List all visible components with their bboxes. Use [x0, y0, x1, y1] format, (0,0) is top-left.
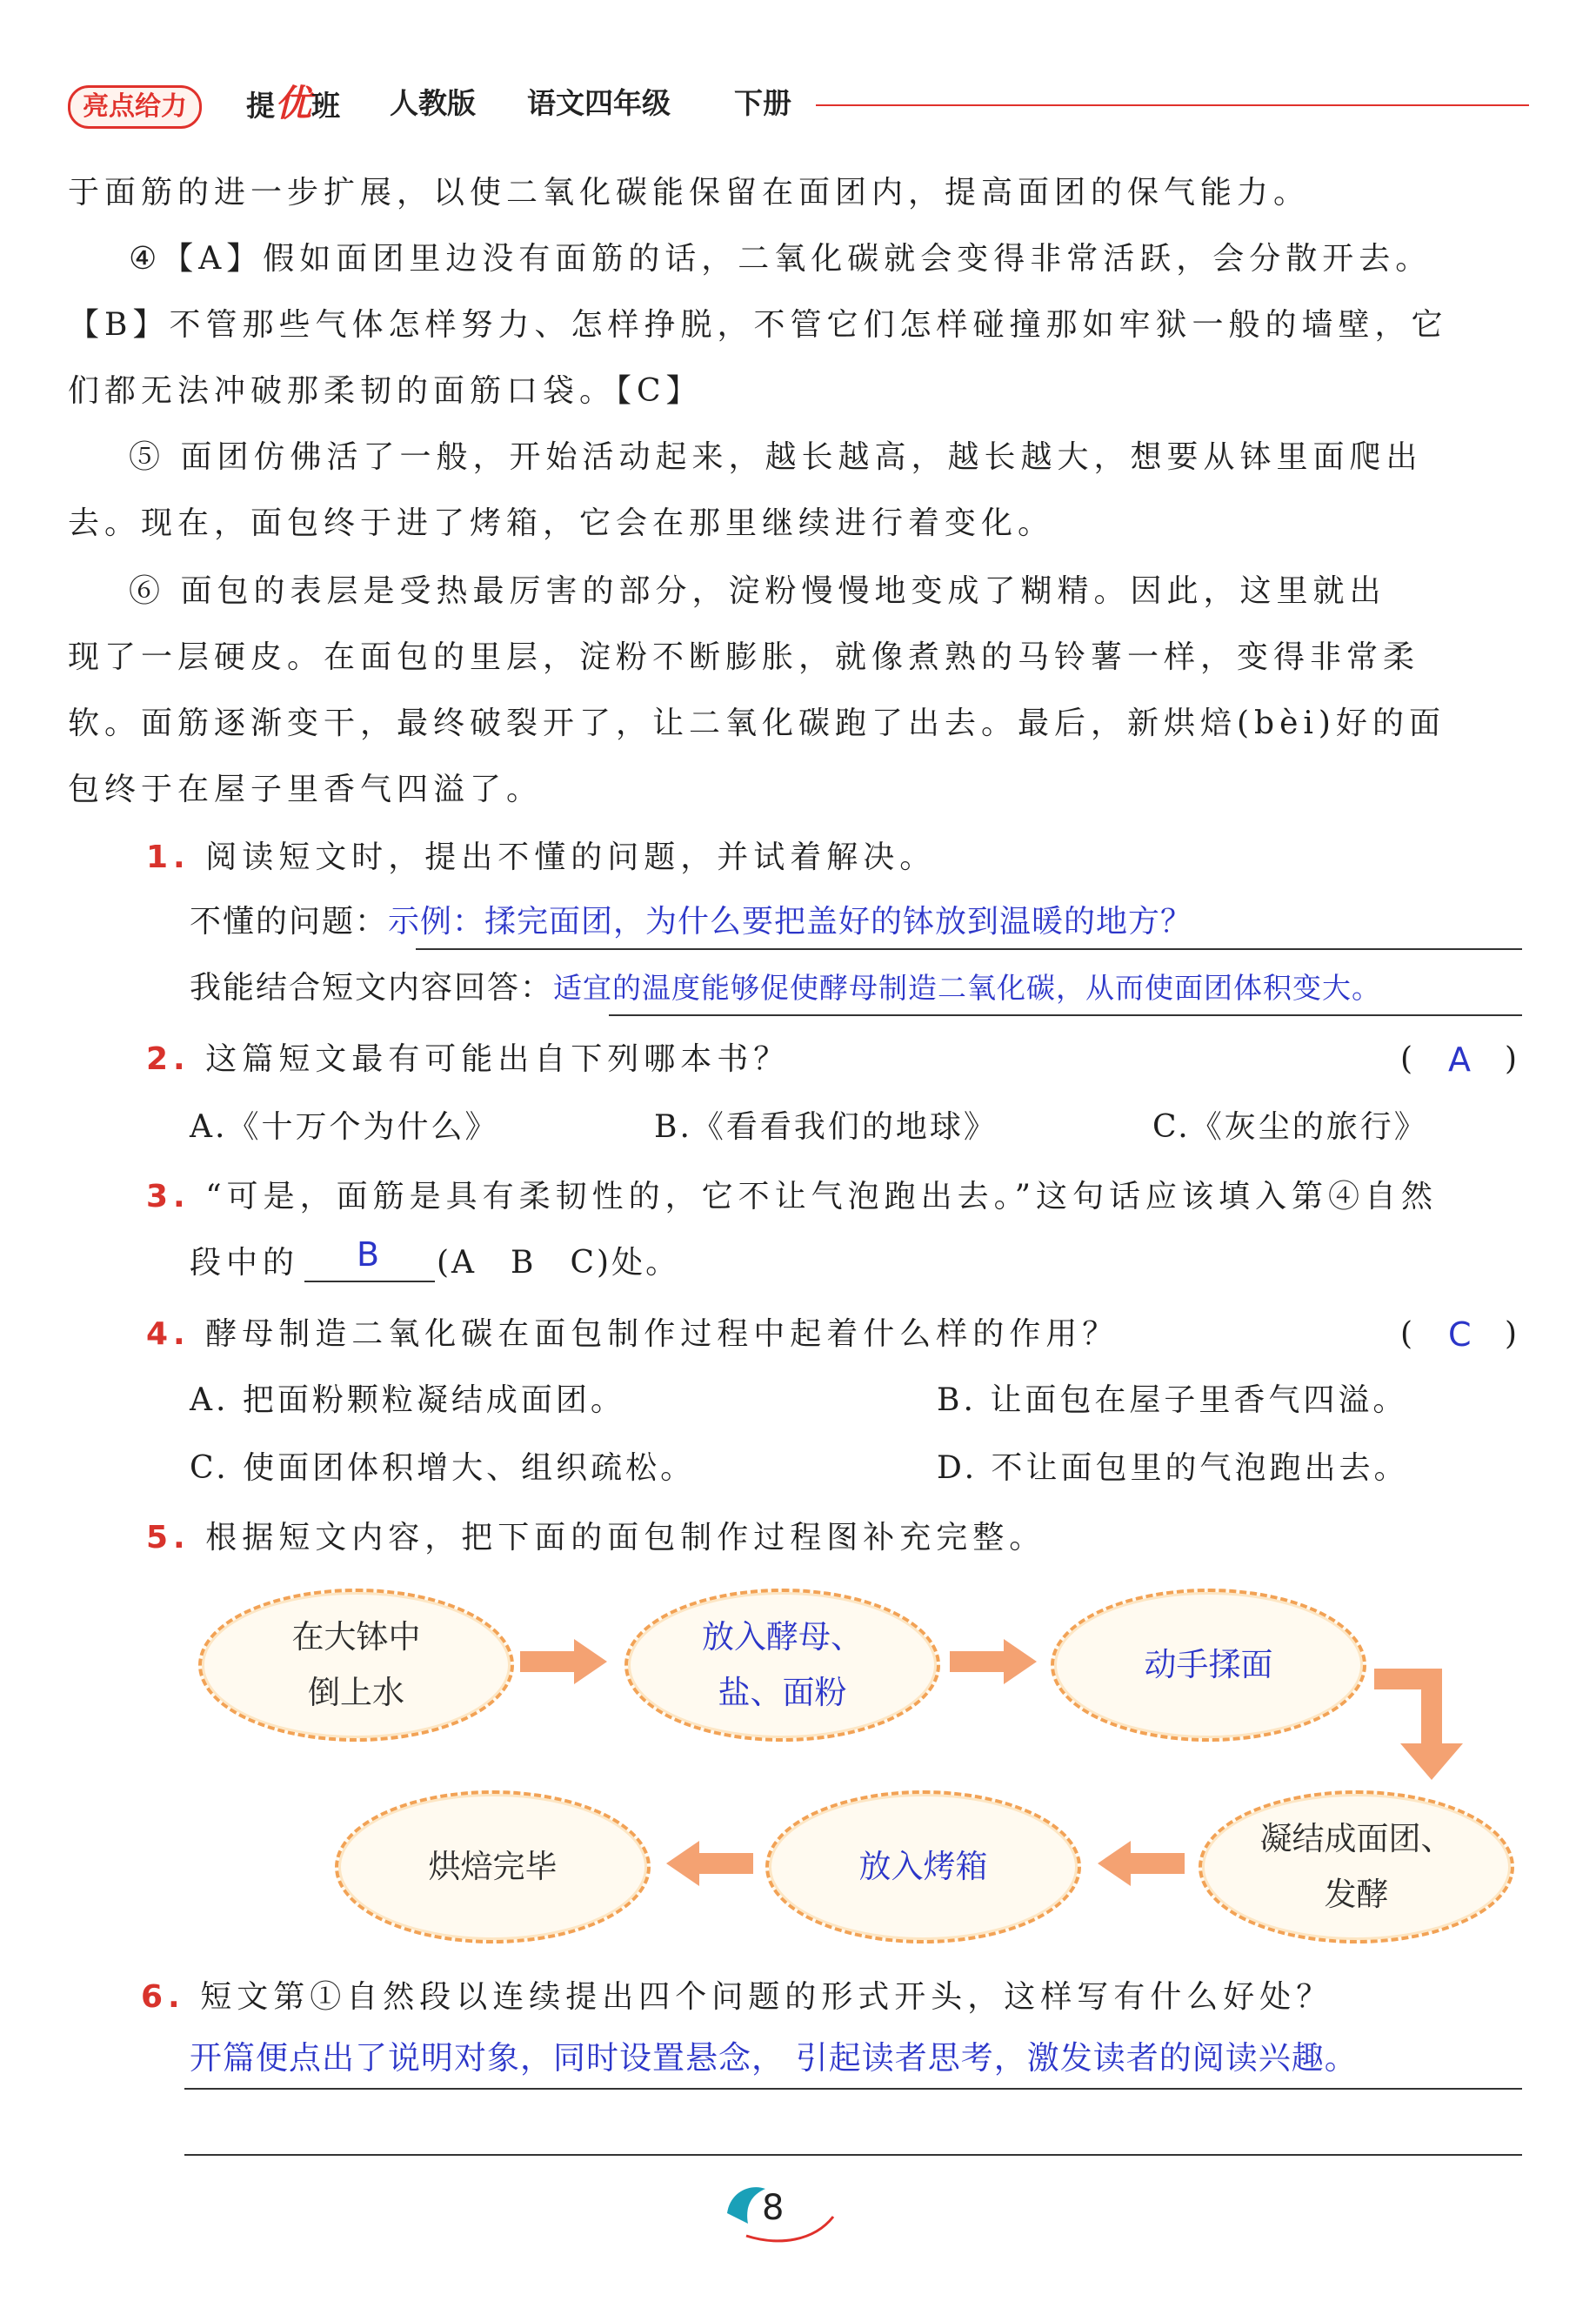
question-4 [146, 1314, 1119, 1355]
arrow-left-icon [1094, 1839, 1185, 1888]
q1-question-answer[interactable]: 示例：揉完面团，为什么要把盖好的钵放到温暖的地方？ [388, 904, 1193, 940]
flow-step-2[interactable] [624, 1589, 940, 1742]
header-rule [816, 104, 1529, 106]
arrow-turn-down-icon [1374, 1669, 1470, 1782]
q1-answer-row [190, 967, 1381, 1009]
question-number: 3. [146, 1179, 190, 1214]
flow-step-5[interactable] [765, 1790, 1081, 1943]
q4-option-b: B. 让面包在屋子里香气四溢。 [937, 1382, 1408, 1418]
q1-answer-text[interactable]: 适宜的温度能够促使酵母制造二氧化碳，从而使面团体积变大。 [553, 971, 1382, 1005]
question-number: 5. [146, 1520, 190, 1555]
q2-option-c: C.《灰尘的旅行》 [1152, 1109, 1428, 1145]
step-line: 放入酵母、 [702, 1618, 863, 1656]
passage-line: 【B】不管那些气体怎样努力、怎样挣脱，不管它们怎样碰撞那如牢狱一般的墙壁，它 [68, 307, 1448, 343]
question-text: “可是，面筋是具有柔韧性的，它不让气泡跑出去。”这句话应该填入第④自然 [205, 1179, 1438, 1214]
question-1 [146, 837, 936, 879]
arrow-left-icon [663, 1839, 753, 1888]
q4-option-c: C. 使面团体积增大、组织疏松。 [190, 1450, 696, 1486]
subject-label: 语文四年级 [527, 86, 671, 120]
answer-underline [184, 2154, 1522, 2156]
step-line: 倒上水 [308, 1674, 404, 1711]
passage-line: ⑥ 面包的表层是受热最厉害的部分，淀粉慢慢地变成了糊精。因此，这里就出 [129, 573, 1386, 609]
arrow-right-icon [950, 1637, 1040, 1686]
q6-answer[interactable]: 开篇便点出了说明对象，同时设置悬念， 引起读者思考，激发读者的阅读兴趣。 [190, 2039, 1358, 2077]
question-text: 短文第①自然段以连续提出四个问题的形式开头，这样写有什么好处？ [200, 1979, 1333, 2015]
answer-underline [184, 2088, 1522, 2090]
question-5 [146, 1517, 1045, 1559]
edition-label: 人教版 [390, 86, 476, 120]
q4-option-d: D. 不让面包里的气泡跑出去。 [937, 1450, 1409, 1486]
q1-question-row [190, 901, 1192, 943]
series-highlight: 优 [275, 82, 312, 124]
step-line: 放入烤箱 [858, 1848, 988, 1885]
q3-line2-b: (A B C)处。 [437, 1245, 680, 1281]
step-line: 在大钵中 [291, 1618, 421, 1656]
q3-answer[interactable]: B [357, 1235, 381, 1274]
flow-step-1 [198, 1589, 514, 1742]
question-6 [141, 1977, 1332, 2018]
q4-answer[interactable]: C [1448, 1315, 1472, 1354]
flow-step-6 [335, 1790, 651, 1943]
page-number: 8 [762, 2188, 785, 2228]
question-3 [146, 1176, 1438, 1218]
q3-line2-a: 段中的 [190, 1245, 300, 1281]
series-suffix: 班 [311, 89, 341, 123]
q2-answer[interactable]: A [1448, 1040, 1472, 1079]
q1-answer-label: 我能结合短文内容回答： [190, 970, 554, 1006]
question-number: 6. [141, 1979, 185, 2015]
passage-line: 于面筋的进一步扩展，以使二氧化碳能保留在面团内，提高面团的保气能力。 [68, 175, 1311, 211]
passage-line: 现了一层硬皮。在面包的里层，淀粉不断膨胀，就像煮熟的马铃薯一样，变得非常柔 [68, 639, 1420, 675]
passage-line: ④【A】假如面团里边没有面筋的话，二氧化碳就会变得非常活跃，会分散开去。 [129, 241, 1432, 277]
q2-option-b: B.《看看我们的地球》 [654, 1109, 998, 1145]
question-text: 根据短文内容，把下面的面包制作过程图补充完整。 [205, 1520, 1046, 1555]
q1-question-label: 不懂的问题： [190, 904, 389, 940]
answer-underline [304, 1281, 435, 1282]
question-text: 阅读短文时，提出不懂的问题，并试着解决。 [205, 840, 937, 875]
question-number: 2. [146, 1041, 190, 1077]
passage-line: 软。面筋逐渐变干，最终破裂开了，让二氧化碳跑了出去。最后，新烘焙(bèi)好的面 [68, 706, 1446, 741]
passage-line: 们都无法冲破那柔韧的面筋口袋。【C】 [68, 373, 703, 409]
series-prefix: 提 [246, 89, 275, 123]
passage-line: 包终于在屋子里香气四溢了。 [68, 772, 544, 807]
brand-badge: 亮点给力 [68, 85, 202, 129]
question-text: 这篇短文最有可能出自下列哪本书？ [205, 1041, 791, 1077]
volume-label: 下册 [734, 86, 791, 120]
arrow-right-icon [520, 1637, 611, 1686]
step-line: 盐、面粉 [718, 1674, 847, 1711]
passage-line: ⑤ 面团仿佛活了一般，开始活动起来，越长越高，越长越大，想要从钵里面爬出 [129, 439, 1423, 475]
question-number: 1. [146, 840, 190, 875]
question-2 [146, 1039, 790, 1080]
q2-paren-close: ) [1505, 1041, 1518, 1077]
answer-underline [609, 1014, 1522, 1016]
flow-step-4 [1199, 1790, 1514, 1943]
q4-option-a: A. 把面粉颗粒凝结成面团。 [190, 1382, 625, 1418]
question-text: 酵母制造二氧化碳在面包制作过程中起着什么样的作用？ [205, 1316, 1119, 1352]
question-number: 4. [146, 1316, 190, 1352]
step-line: 动手揉面 [1144, 1646, 1273, 1683]
step-line: 烘焙完毕 [428, 1848, 558, 1885]
q2-option-a: A.《十万个为什么》 [190, 1109, 499, 1145]
page-header [68, 80, 1529, 129]
q2-paren-open: ( [1400, 1041, 1413, 1077]
q4-paren-close: ) [1505, 1316, 1518, 1352]
passage-line: 去。现在，面包终于进了烤箱，它会在那里继续进行着变化。 [68, 505, 1055, 541]
answer-underline [416, 948, 1522, 950]
series-title [246, 82, 340, 128]
q4-paren-open: ( [1400, 1316, 1413, 1352]
step-line: 凝结成面团、 [1259, 1820, 1453, 1857]
step-line: 发酵 [1324, 1876, 1389, 1913]
flow-step-3[interactable] [1051, 1589, 1366, 1742]
